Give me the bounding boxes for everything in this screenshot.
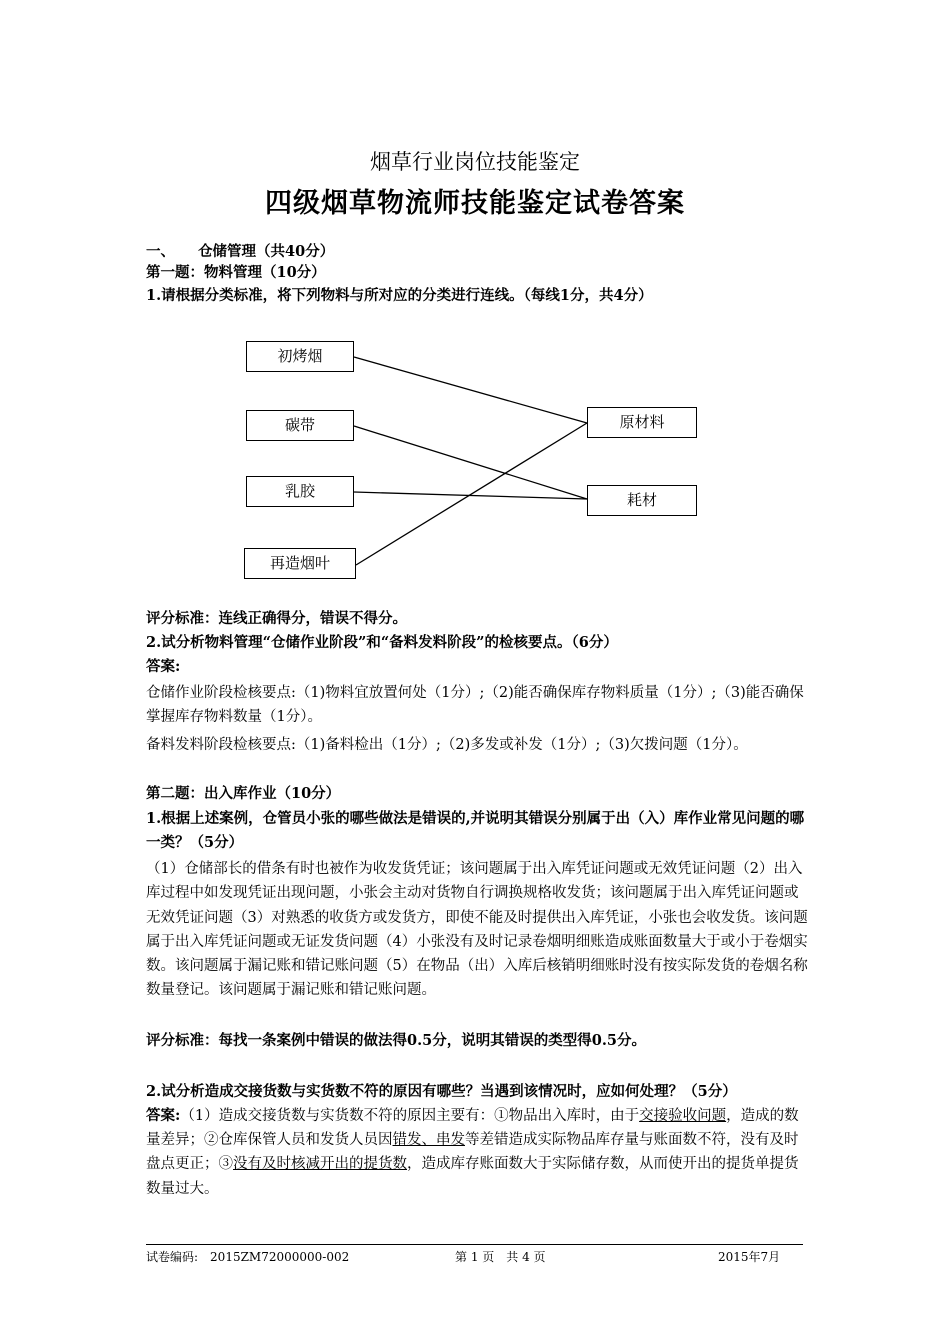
match-line-2 [354, 426, 587, 499]
question-1-sub-1: 1.请根据分类标准，将下列物料与所对应的分类进行连线。（每线1分，共4分） [146, 287, 653, 304]
q2-answer-part-1: （1）造成交接货数与实货数不符的原因主要有：①物品出入库时，由于 [180, 1108, 640, 1124]
footer-rule [146, 1244, 803, 1245]
footer-date: 2015年7月 [718, 1250, 781, 1264]
q2-answer-underline-2: 错发、串发 [392, 1132, 465, 1149]
left-item-box-3: 乳胶 [246, 476, 354, 507]
q2-scoring-standard: 评分标准：每找一条案例中错误的做法得0.5分，说明其错误的类型得0.5分。 [146, 1032, 646, 1049]
right-item-box-2: 耗材 [587, 485, 697, 516]
section-number: 一、 [146, 243, 175, 260]
q2-answer-underline-1: 交接验收问题 [639, 1108, 727, 1124]
q1-scoring-standard: 评分标准：连线正确得分，错误不得分。 [146, 610, 407, 627]
q2-answer-part-3: 等差错造成实际物品库存量与账面数不符，没有及时盘点更正；③ [146, 1132, 799, 1173]
match-line-3 [354, 492, 587, 499]
matching-lines [0, 0, 950, 600]
footer-exam-code: 试卷编码: 2015ZM72000000-002 [146, 1250, 350, 1264]
question-2-title: 第二题：出入库作业（10分） [146, 785, 341, 802]
left-item-box-4: 再造烟叶 [244, 548, 356, 579]
question-1-title: 第一题：物料管理（10分） [146, 264, 326, 281]
match-line-1 [354, 357, 587, 423]
exam-header-title: 烟草行业岗位技能鉴定 [370, 150, 580, 174]
question-2-sub-1: 1.根据上述案例，仓管员小张的哪些做法是错误的,并说明其错误分别属于出（入）库作业常见问题的哪一类？（5分） [146, 810, 805, 852]
q2-answer-2 [146, 1104, 809, 1201]
exam-main-title: 四级烟草物流师技能鉴定试卷答案 [265, 188, 685, 219]
match-line-4 [356, 423, 587, 565]
left-item-box-2: 碳带 [246, 410, 354, 441]
question-2-sub-2: 2.试分析造成交接货数与实货数不符的原因有哪些？当遇到该情况时，应如何处理？（5分） [146, 1083, 737, 1100]
section-title: 仓储管理（共40分） [198, 243, 335, 260]
q2-answer-label: 答案: [146, 1107, 181, 1124]
q2-answer-1: （1）仓储部长的借条有时也被作为收发货凭证；该问题属于出入库凭证问题或无效凭证问题（2）出入库过程中如发现凭证出现问题，小张会主动对货物自行调换规格收发货；该问题属于出入库凭证问题或无效凭证问题（3）对熟悉的收货方或发货方，即使不能及时提供出入库凭证，小张也会收发货。该问题属于出入库凭证问题或无证发货问题（4）小张没有及时记录卷烟明细账造成账面数量大于或小于卷烟实数。该问题属于漏记账和错记账问题（5）在物品（出）入库后核销明细账时没有按实际发货的卷烟名称数量登记。该问题属于漏记账和错记账问题。 [146, 861, 808, 999]
footer-page-number: 第 1 页 共 4 页 [455, 1250, 546, 1264]
q2-answer-part-2: ，造成的数量差异；②仓库保管人员和发货人员因 [146, 1108, 799, 1149]
question-1-sub-2: 2.试分析物料管理“仓储作业阶段”和“备料发料阶段”的检核要点。（6分） [146, 634, 618, 651]
q1-answer-label: 答案: [146, 658, 181, 675]
left-item-box-1: 初烤烟 [246, 341, 354, 372]
q2-answer-underline-3: 没有及时核减开出的提货数 [233, 1156, 407, 1173]
right-item-box-1: 原材料 [587, 407, 697, 438]
q1-answer-text: 仓储作业阶段检核要点:（1)物料宜放置何处（1分）;（2)能否确保库存物料质量（1分）;（3)能否确保掌握库存物料数量（1分）。 [146, 685, 804, 726]
q2-answer-part-4: ，造成库存账面数大于实际储存数，从而使开出的提货单提货数量过大。 [146, 1156, 799, 1197]
q1-answer-text-2: 备料发料阶段检核要点:（1)备料检出（1分）;（2)多发或补发（1分）;（3)欠拨问题（1分）。 [146, 737, 748, 753]
